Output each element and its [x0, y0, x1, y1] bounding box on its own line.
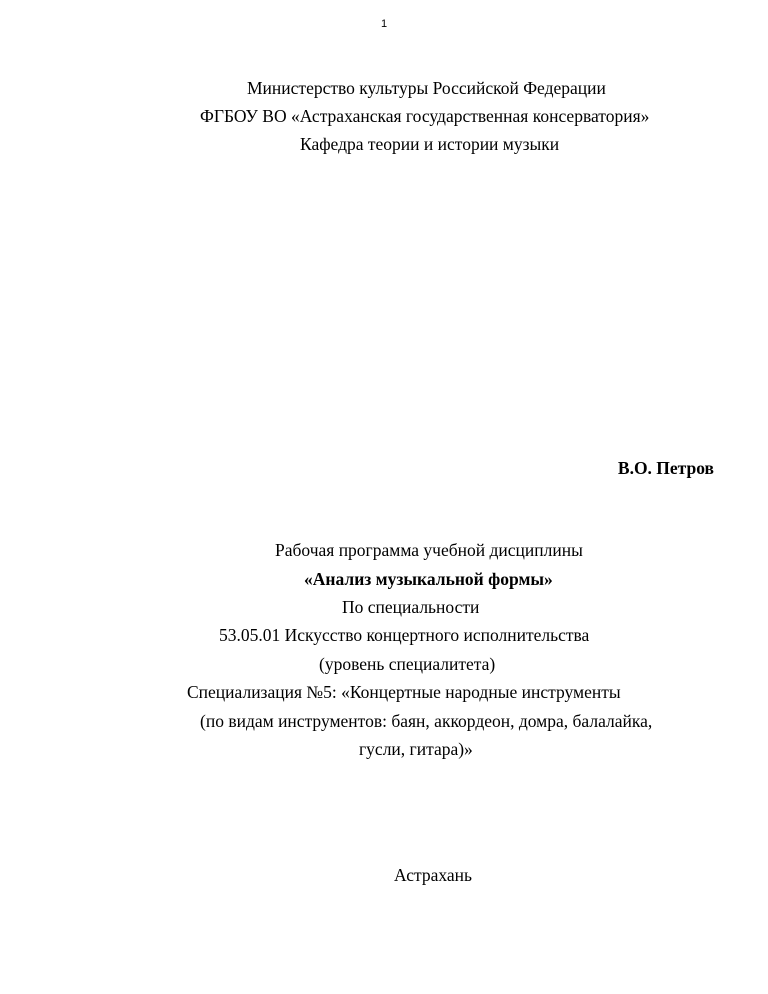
specialty-level: (уровень специалитета) — [319, 654, 496, 674]
department-line: Кафедра теории и истории музыки — [300, 134, 560, 154]
page-number: 1 — [380, 18, 388, 30]
specialization-line: Специализация №5: «Концертные народные инструменты — [187, 682, 621, 702]
specialty-code: 53.05.01 Искусство концертного исполнительства — [219, 625, 590, 645]
instruments-line-1: (по видам инструментов: баян, аккордеон, домра, балалайка, — [200, 711, 653, 731]
institution-line: ФГБОУ ВО «Астраханская государственная консерватория» — [200, 106, 650, 126]
instruments-line-2: гусли, гитара)» — [359, 739, 473, 759]
ministry-line: Министерство культуры Российской Федерации — [247, 78, 606, 98]
discipline-title: «Анализ музыкальной формы» — [304, 569, 553, 589]
by-specialty-label: По специальности — [342, 597, 480, 617]
program-doc-type: Рабочая программа учебной дисциплины — [275, 540, 583, 560]
city-name: Астрахань — [394, 865, 472, 885]
author-name: В.О. Петров — [617, 458, 714, 478]
